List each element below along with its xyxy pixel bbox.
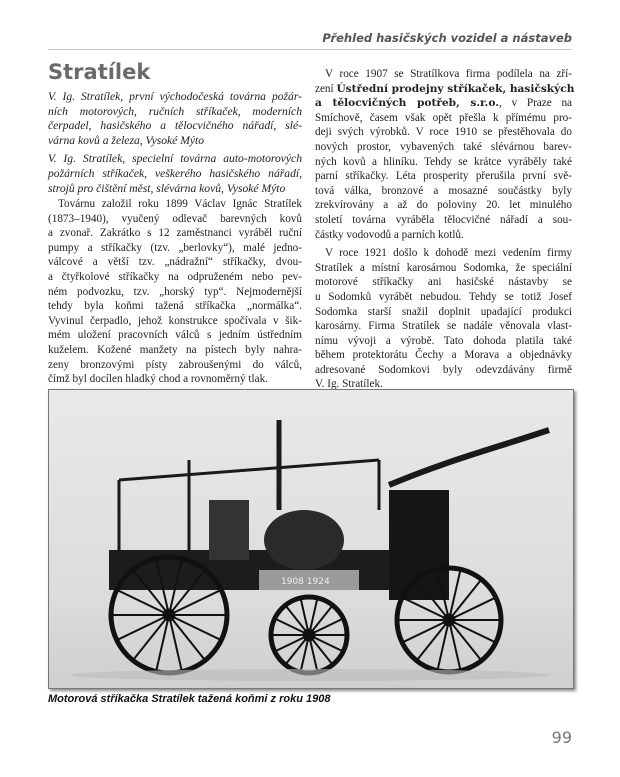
text-span: V roce 1907 se Stratílkova firma podílela na zří-: [325, 68, 572, 80]
text-span: během protektorátu Čechy a Morava a objednávky: [315, 349, 572, 362]
plate-text: 1908 1924: [281, 577, 330, 587]
text-span: u Sodomků vyrábět nebudou. Tehdy se totiž Josef: [315, 290, 572, 303]
text-span: tová válka, bronzové a mosazné součástky byly: [315, 184, 572, 197]
fire-engine-photo: [48, 389, 574, 689]
text-line: [48, 197, 302, 212]
text-line: [315, 169, 572, 184]
text-span: (1873–1940), vyučený odlevač barevných kovů: [48, 212, 302, 225]
article-title: Stratílek: [48, 60, 151, 84]
text-line: [315, 319, 572, 334]
paragraph: [48, 90, 302, 148]
paragraph: [48, 197, 302, 387]
text-span: zeny bronzovými písty zabroušenými do válců,: [48, 358, 302, 371]
text-line: [48, 358, 302, 373]
text-span: Sodomka starší snažil doplnit upadající produkci: [315, 305, 572, 318]
fire-engine-illustration: [49, 390, 573, 688]
text-span: nímu vývoji a výrobě. Tato dohoda platila také: [315, 334, 572, 347]
text-span: zrekvírovány a až do poloviny 20. let minulého: [315, 199, 572, 212]
text-line: [48, 255, 302, 270]
text-span: zení: [315, 82, 337, 95]
text-line: [315, 261, 572, 276]
text-line: [315, 305, 572, 320]
text-line: [315, 348, 572, 363]
text-line: [315, 246, 572, 261]
text-line: čerpadel, hasičského a tělocvičného nářadí, slé-: [48, 119, 302, 133]
text-line: [315, 155, 572, 170]
text-span: čímž byl docílen hladký chod a rovnoměrný tlak.: [48, 373, 268, 386]
text-line: strojů pro čištění měst, slévárna kovů, Vysoké Mýto: [48, 181, 286, 195]
text-line: [315, 334, 572, 349]
text-line: [48, 299, 302, 314]
text-line: [315, 82, 575, 97]
text-span: nových prostor, vybavených také slévárnou barev-: [315, 140, 572, 153]
text-line: požárních stříkaček, veškerého hasičského nářadí,: [48, 166, 302, 180]
text-line: [315, 363, 572, 378]
right-column-text: [315, 67, 575, 396]
text-span: Vyvinul čerpadlo, jehož konstrukce spočívala v šik-: [48, 314, 302, 327]
text-line: [315, 275, 572, 290]
text-line: [315, 290, 572, 305]
text-span: Smíchově, časem však opět přešla k přímému pro-: [315, 111, 572, 124]
text-line: [315, 111, 572, 126]
text-span: pumpy a stříkačky (tzv. „berlovky“), malé jedno-: [48, 241, 302, 254]
intro-italic-block: [48, 90, 302, 200]
paragraph: [48, 152, 302, 196]
left-column-text: [48, 197, 302, 391]
text-line: ních motorových, ručních stříkaček, moderních: [48, 104, 302, 118]
text-line: [315, 125, 572, 140]
running-header: Přehled hasičských vozidel a nástaveb: [322, 31, 572, 45]
text-line: [315, 67, 572, 82]
text-line: [315, 96, 572, 111]
text-line: [315, 140, 572, 155]
paragraph: [315, 67, 575, 242]
text-line: V. Ig. Stratílek, první východočeská továrna požár-: [48, 90, 302, 103]
text-span: V roce 1921 došlo k dohodě mezi vedením firmy: [325, 247, 572, 260]
text-span: Stratílek a místní karosárnou Sodomka, že speciální: [315, 261, 572, 274]
text-span: , v Praze na: [498, 97, 573, 110]
text-span: mém uložení pracovních válců s jedním ústředním: [48, 329, 302, 342]
text-span: ném podvozku, tzv. „horský typ“. Nejmodernější: [48, 285, 302, 298]
text-line: [48, 270, 302, 285]
text-line: [48, 328, 302, 343]
text-line: [315, 228, 572, 243]
text-span: Továrnu založil roku 1899 Václav Ignác Stratílek: [58, 198, 302, 210]
text-line: [48, 241, 302, 256]
text-span: tehdy byla koňmi tažená stříkačka „normálka“.: [48, 300, 302, 313]
bold-text: a tělocvičných potřeb, s.r.o.: [315, 97, 499, 110]
text-span: částky vodovodů a parních kotlů.: [315, 228, 464, 241]
text-line: [315, 184, 572, 199]
text-span: kuželem. Kožené manžety na pístech byly nahra-: [48, 343, 302, 356]
text-span: a zvonař. Zakrátko s 12 zaměstnanci vyráběl ruční: [48, 227, 302, 240]
text-line: [48, 285, 302, 300]
text-line: [48, 343, 302, 358]
text-span: motorové stříkačky ani hasičské nástavby se: [315, 276, 572, 289]
bold-text: Ústřední prodejny stříkaček, hasičských: [336, 82, 575, 95]
text-line: V. Ig. Stratílek, specielní továrna auto-motorových: [48, 152, 302, 166]
text-span: karosárny. Firma Stratílek se nadále věnovala vlast-: [315, 320, 572, 333]
header-divider: [48, 49, 572, 50]
text-span: parní stříkačky. Léta prosperity přerušila první svě-: [315, 170, 572, 183]
text-line: [48, 226, 302, 241]
photo-caption: Motorová stříkačka Stratílek tažená koňmi z roku 1908: [48, 693, 331, 705]
text-line: [48, 372, 302, 387]
text-line: [315, 198, 572, 213]
text-line: várna kovů a železa, Vysoké Mýto: [48, 133, 205, 147]
text-span: století továrna vyráběla tělocvičné nářadí a sou-: [315, 213, 572, 226]
text-span: ných kovů a hliníku. Tehdy se krátce vyráběly také: [315, 155, 572, 168]
text-line: [315, 213, 572, 228]
text-line: [48, 212, 302, 227]
text-span: V. Ig. Stratílek.: [315, 378, 383, 391]
text-span: válcové a větší tzv. „nádražní“ stříkačky, dvou-: [48, 256, 302, 269]
text-span: a čtyřkolové stříkačky na odpruženém nebo pev-: [48, 270, 302, 283]
text-line: [48, 314, 302, 329]
page-number: 99: [551, 728, 572, 747]
text-span: deji svých výrobků. V roce 1910 se přestěhovala do: [315, 126, 572, 139]
paragraph: [315, 246, 572, 392]
text-span: adresované Sodomkovi byly odevzdávány firmě: [315, 363, 572, 376]
